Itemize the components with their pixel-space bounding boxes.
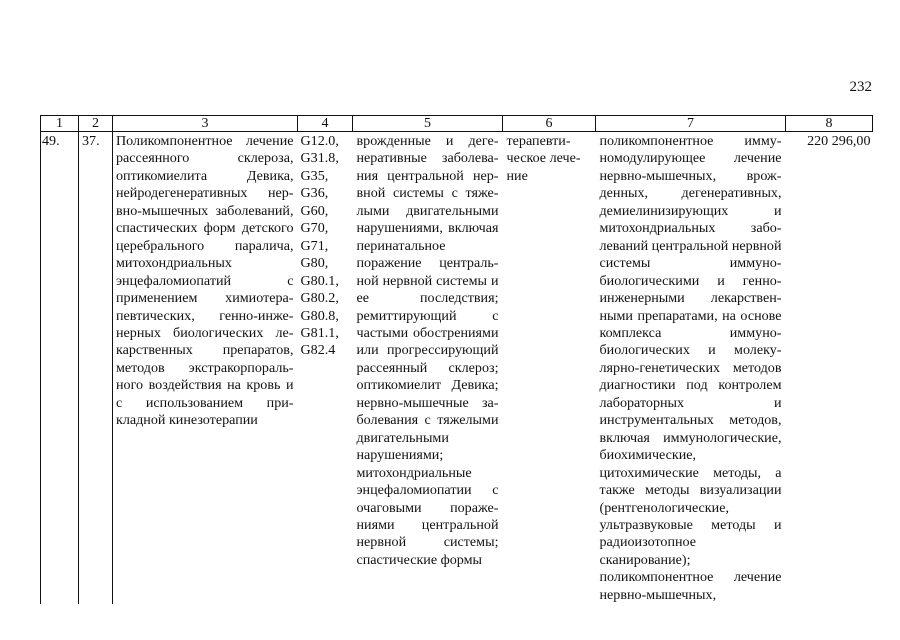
group-number: 37. [79, 132, 113, 605]
icd-code: G71, [300, 237, 329, 254]
icd-code: G35, [300, 167, 329, 184]
icd-code: G36, [300, 185, 329, 202]
icd-code: G81.1, [300, 324, 339, 341]
page-number: 232 [849, 79, 872, 95]
table-header-row [41, 116, 873, 132]
header-col-5: 5 [353, 116, 503, 132]
icd-code: G80.8, [300, 307, 339, 324]
icd-code: G80, [300, 255, 329, 272]
icd-code: G82.4 [300, 342, 336, 359]
table-row [41, 132, 873, 605]
icd-code: G80.2, [300, 290, 339, 307]
header-col-1: 1 [41, 116, 79, 132]
icd-code: G80.1, [300, 272, 339, 289]
icd-code: G70, [300, 220, 329, 237]
row-number: 49. [41, 132, 79, 605]
icd-codes [298, 132, 353, 605]
header-col-2: 2 [79, 116, 113, 132]
header-col-8: 8 [786, 116, 873, 132]
icd-code: G12.0, [300, 133, 339, 149]
care-type-name: Поликомпонентное лечение рассеянного склероза, оптикомиелита Девика, нейродегенеративных нервно-мышечных заболеваний, спастических форм детского церебрального паралича, митохондриальных энцефаломиопатий с применением химиотерапевтических, генно-инженерных биологических лекарственных препаратов, методов экстракорпорального воздействия на кровь и с использованием прикладной кинезотерапии [116, 133, 294, 429]
treatment-method: поликомпонентное иммуномодулирующее лечение нервно-мышечных, врожденных, дегенеративных, демиелинизирующих и митохондриальных заболеваний центральной нервной системы иммунобиологическими и генноинженерными лекарственными препаратами, на основе комплекса иммунобиологических и молекулярно-генетических методов диагностики под контролем лабораторных и инструментальных методов, включая иммунологические, биохимические, цитохимические методы, а также методы визуализации (рентгенологические, ультразвуковые методы и радиоизотопное сканирование); поликомпонентное лечение нервно-мышечных, [599, 133, 782, 603]
patient-model: врожденные и дегенеративные заболевания центральной нервной системы с тяжелыми двигательными нарушениями, включая перинатальное поражение центральной нервной системы и ее последствия; ремиттирующий с частыми обострениями или прогрессирующий рассеянный склероз; оптикомиелит Девика; нервно-мышечные заболевания с тяжелыми двигательными нарушениями; митохондриальные энцефаломиопатии с очаговыми поражениями центральной нервной системы; спастические формы [356, 133, 499, 568]
medical-care-table [40, 115, 873, 604]
standard-cost: 220 296,00 [807, 133, 871, 149]
header-col-7: 7 [596, 116, 786, 132]
treatment-type: терапевтическое лечение [506, 133, 581, 184]
header-col-6: 6 [503, 116, 596, 132]
icd-code: G60, [300, 202, 329, 219]
header-col-3: 3 [113, 116, 298, 132]
header-col-4: 4 [298, 116, 353, 132]
icd-code: G31.8, [300, 150, 339, 167]
